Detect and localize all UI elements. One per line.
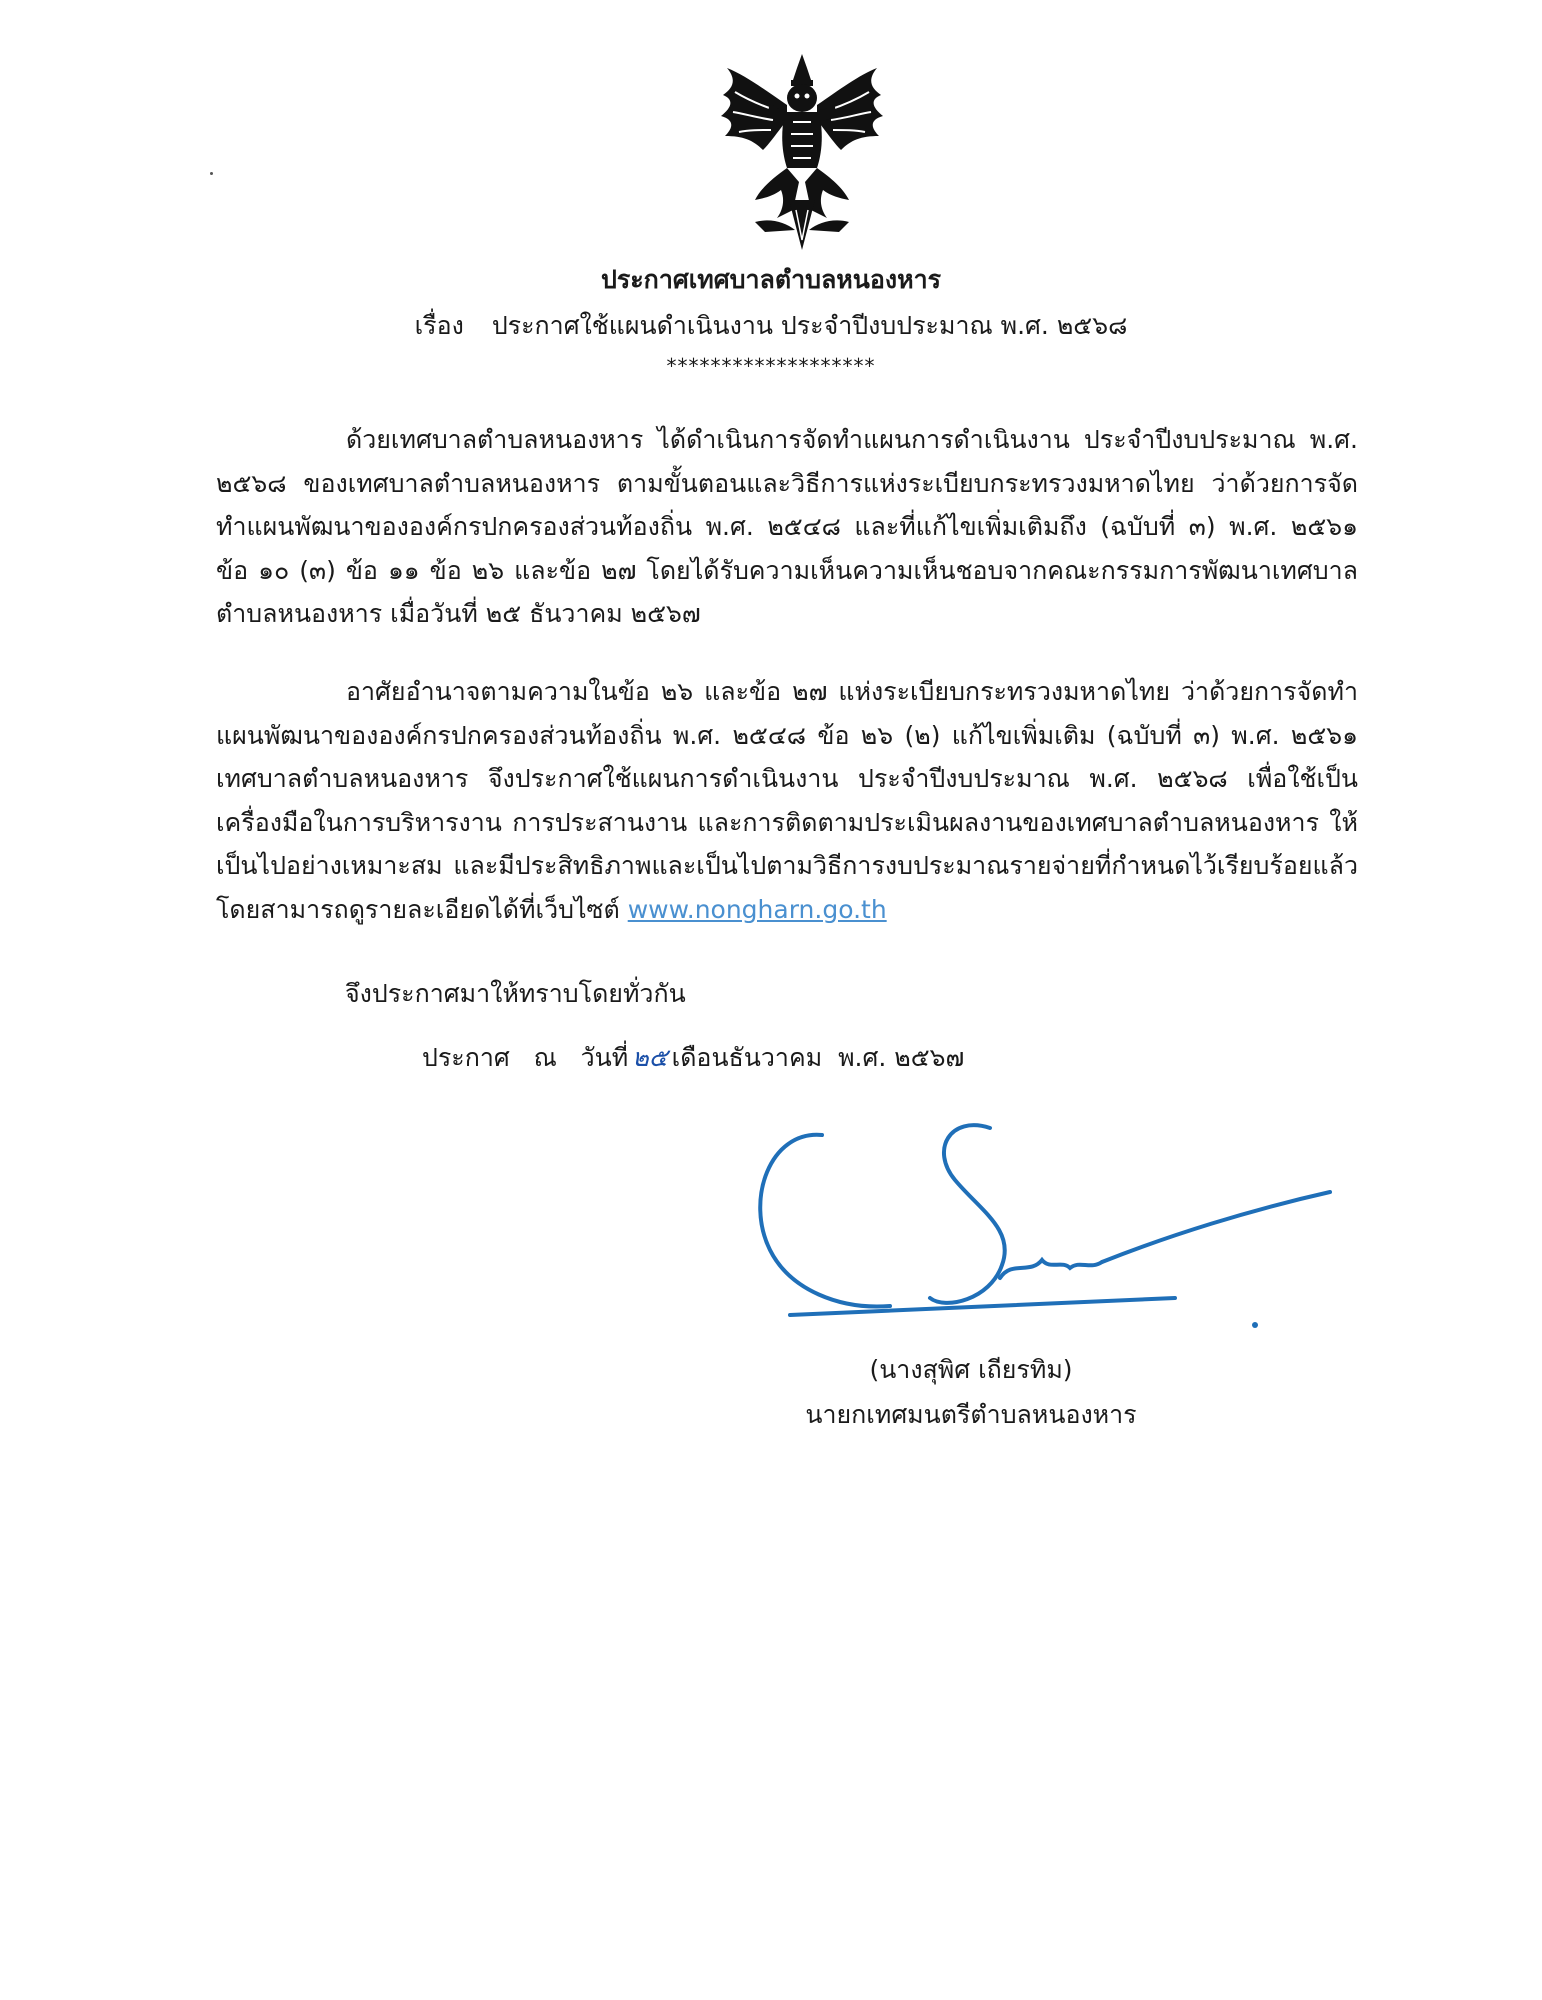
paragraph-2-text: อาศัยอำนาจตามความในข้อ ๒๖ และข้อ ๒๗ แห่งระเบียบกระทรวงมหาดไทย ว่าด้วยการจัดทำแผนพัฒนาขององค์กรปกครองส่วนท้องถิ่น พ.ศ. ๒๕๔๘ ข้อ ๒๖ (๒) แก้ไขเพิ่มเติม (ฉบับที่ ๓) พ.ศ. ๒๕๖๑ เทศบาลตำบลหนองหาร จึงประกาศใช้แผนการดำเนินงาน ประจำปีงบประมาณ พ.ศ. ๒๕๖๘ เพื่อใช้เป็นเครื่องมือในการบริหารงาน การประสานงาน และการติดตามประเมินผลงานของเทศบาลตำบลหนองหาร ให้เป็นไปอย่างเหมาะสม และมีประสิทธิภาพและเป็นไปตามวิธีการงบประมาณรายจ่ายที่กำหนดไว้เรียบร้อยแล้วโดยสามารถดูรายละเอียดได้ที่เว็บไซต์	[216, 677, 1358, 924]
handwritten-signature	[730, 1110, 1350, 1350]
subject-label: เรื่อง	[414, 311, 464, 340]
announcement-title: ประกาศเทศบาลตำบลหนองหาร	[600, 265, 942, 294]
website-link[interactable]: www.nongharn.go.th	[627, 894, 887, 924]
dateline	[422, 1038, 964, 1078]
scan-speck	[210, 172, 213, 175]
subject-line	[0, 306, 1542, 346]
signatory-name: (นางสุพิศ เถียรทิม)	[869, 1355, 1073, 1384]
dateline-suffix: เดือนธันวาคม พ.ศ. ๒๕๖๗	[671, 1043, 965, 1072]
dateline-prefix: ประกาศ ณ วันที่	[422, 1043, 629, 1072]
separator-stars: *******************	[666, 354, 876, 378]
closing-line: จึงประกาศมาให้ทราบโดยทั่วกัน	[345, 979, 686, 1008]
paragraph-2	[216, 670, 1358, 931]
garuda-emblem-icon	[715, 50, 890, 255]
paragraph-1: ด้วยเทศบาลตำบลหนองหาร ได้ดำเนินการจัดทำแผนการดำเนินงาน ประจำปีงบประมาณ พ.ศ. ๒๕๖๘ ของเทศบาลตำบลหนองหาร ตามขั้นตอนและวิธีการแห่งระเบียบกระทรวงมหาดไทย ว่าด้วยการจัดทำแผนพัฒนาขององค์กรปกครองส่วนท้องถิ่น พ.ศ. ๒๕๔๘ และที่แก้ไขเพิ่มเติมถึง (ฉบับที่ ๓) พ.ศ. ๒๕๖๑ ข้อ ๑๐ (๓) ข้อ ๑๑ ข้อ ๒๖ และข้อ ๒๗ โดยได้รับความเห็นความเห็นชอบจากคณะกรรมการพัฒนาเทศบาลตำบลหนองหาร เมื่อวันที่ ๒๕ ธันวาคม ๒๕๖๗	[216, 425, 1358, 628]
handwritten-day: ๒๕	[632, 1043, 668, 1072]
signatory-position: นายกเทศมนตรีตำบลหนองหาร	[805, 1400, 1137, 1429]
subject-text: ประกาศใช้แผนดำเนินงาน ประจำปีงบประมาณ พ.ศ. ๒๕๖๘	[491, 311, 1128, 340]
